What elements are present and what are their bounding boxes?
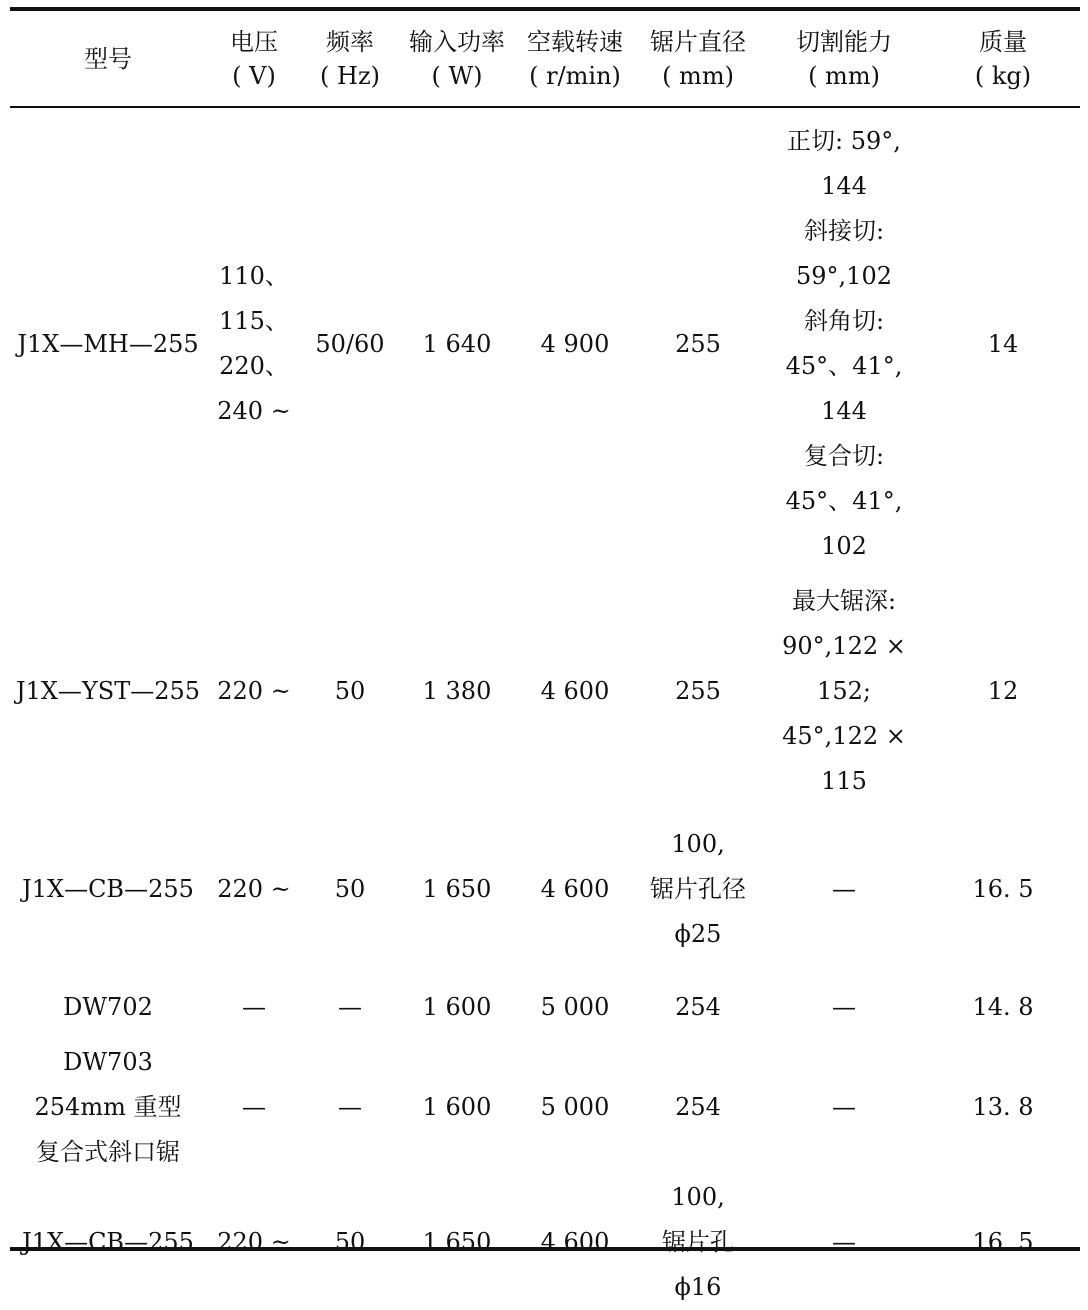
table-row xyxy=(10,1040,1080,1175)
cell-cutting-line: 复合切: xyxy=(803,442,885,470)
cell-power: 1 650 xyxy=(422,1228,492,1256)
cell-frequency: — xyxy=(338,1093,362,1121)
cell-voltage-line: — xyxy=(242,1093,266,1121)
cell-blade xyxy=(634,804,762,974)
cell-voltage-line: 220 ~ xyxy=(217,874,291,903)
cell-cutting xyxy=(762,579,926,804)
header-voltage xyxy=(206,11,302,107)
cell-power: 1 640 xyxy=(422,329,492,358)
cell-cutting-line: 最大锯深: xyxy=(791,587,897,615)
cell-speed: 4 600 xyxy=(540,677,610,705)
cell-blade-line: 100, xyxy=(671,829,725,858)
cell-model-line: J1X—CB—255 xyxy=(22,1228,194,1256)
cell-cutting-line: 斜角切: xyxy=(803,307,885,335)
table-header xyxy=(10,11,1080,109)
cell-cutting-line: 45°、41°, xyxy=(785,487,903,515)
cell-model-line: 复合式斜口锯 xyxy=(36,1138,180,1166)
cell-cutting-line: 斜接切: xyxy=(803,217,885,245)
cell-model xyxy=(10,579,206,804)
header-cutting-unit: ( mm) xyxy=(808,62,880,90)
table-body xyxy=(10,109,1080,1310)
cell-speed: 4 900 xyxy=(540,329,610,358)
cell-blade-line: 254 xyxy=(675,992,721,1021)
cell-voltage xyxy=(206,1175,302,1310)
cell-cutting-line: 45°、41°, xyxy=(785,352,903,380)
cell-blade xyxy=(634,1175,762,1310)
cell-cutting xyxy=(762,109,926,579)
cell-frequency: 50 xyxy=(334,1228,366,1256)
cell-cutting-line: 144 xyxy=(821,172,867,200)
header-speed-name: 空载转速 xyxy=(527,28,623,56)
cell-voltage-line: 110、 xyxy=(219,262,289,290)
cell-blade-line: 255 xyxy=(675,329,721,358)
cell-mass: 14 xyxy=(987,329,1019,358)
cell-cutting-line: 102 xyxy=(821,532,867,560)
cell-speed: 4 600 xyxy=(540,874,610,903)
saw-spec-table xyxy=(10,11,1080,1310)
cell-blade-line: 255 xyxy=(675,677,721,705)
cell-mass: 13. 8 xyxy=(972,1093,1034,1121)
header-blade-unit: ( mm) xyxy=(662,62,734,90)
cell-model-line: 254mm 重型 xyxy=(34,1093,182,1121)
header-frequency xyxy=(302,11,398,107)
cell-power: 1 600 xyxy=(422,1093,492,1121)
cell-voltage xyxy=(206,804,302,974)
cell-model xyxy=(10,1040,206,1175)
cell-blade-line: 254 xyxy=(675,1093,721,1121)
cell-voltage-line: 220 ~ xyxy=(217,1228,291,1256)
cell-voltage-line: 220、 xyxy=(219,352,289,380)
cell-blade xyxy=(634,109,762,579)
header-mass-name: 质量 xyxy=(979,28,1027,56)
cell-blade-line: ϕ16 xyxy=(674,1273,722,1301)
cell-frequency: 50/60 xyxy=(315,329,385,358)
cell-frequency: 50 xyxy=(334,874,366,903)
cell-cutting-line: 正切: 59°, xyxy=(787,127,901,155)
cell-power: 1 380 xyxy=(422,677,492,705)
cell-cutting xyxy=(762,1040,926,1175)
cell-model-line: J1X—MH—255 xyxy=(17,329,199,358)
cell-speed: 4 600 xyxy=(540,1228,610,1256)
cell-cutting xyxy=(762,974,926,1040)
header-power-unit: ( W) xyxy=(431,62,483,90)
cell-frequency: 50 xyxy=(334,677,366,705)
cell-cutting-line: — xyxy=(832,992,856,1021)
cell-cutting-line: 45°,122 × 115 xyxy=(782,722,906,795)
header-power xyxy=(398,11,516,107)
cell-power: 1 650 xyxy=(422,874,492,903)
header-speed-unit: ( r/min) xyxy=(529,62,621,90)
cell-blade xyxy=(634,974,762,1040)
cell-mass: 14. 8 xyxy=(972,992,1034,1021)
table-row xyxy=(10,1175,1080,1310)
cell-model xyxy=(10,1175,206,1310)
cell-model-line: DW702 xyxy=(63,992,153,1021)
cell-mass: 16. 5 xyxy=(972,1228,1034,1256)
header-blade-name: 锯片直径 xyxy=(650,28,746,56)
cell-frequency: — xyxy=(338,992,362,1021)
cell-blade-line: ϕ25 xyxy=(674,919,722,948)
cell-voltage xyxy=(206,974,302,1040)
cell-cutting xyxy=(762,1175,926,1310)
header-mass-unit: ( kg) xyxy=(974,62,1032,90)
cell-model xyxy=(10,109,206,579)
header-model xyxy=(10,11,206,107)
header-voltage-unit: ( V) xyxy=(232,62,276,90)
table-row xyxy=(10,804,1080,974)
cell-blade-line: 锯片孔 xyxy=(662,1228,734,1256)
header-frequency-name: 频率 xyxy=(326,28,374,56)
cell-blade-line: 锯片孔径 xyxy=(650,874,746,903)
table-row xyxy=(10,579,1080,804)
cell-mass: 16. 5 xyxy=(972,874,1034,903)
cell-mass: 12 xyxy=(987,677,1019,705)
cell-cutting-line: — xyxy=(832,1228,856,1256)
cell-cutting-line: 59°,102 xyxy=(796,262,892,290)
header-voltage-name: 电压 xyxy=(230,28,278,56)
cell-voltage-line: 240 ~ xyxy=(217,397,291,425)
header-power-name: 输入功率 xyxy=(409,28,505,56)
header-frequency-unit: ( Hz) xyxy=(320,62,380,90)
cell-model xyxy=(10,974,206,1040)
cell-cutting-line: 144 xyxy=(821,397,867,425)
cell-blade xyxy=(634,579,762,804)
cell-model-line: DW703 xyxy=(63,1048,153,1076)
cell-voltage xyxy=(206,579,302,804)
table-row xyxy=(10,109,1080,579)
cell-voltage xyxy=(206,1040,302,1175)
header-speed xyxy=(516,11,634,107)
cell-voltage-line: 220 ~ xyxy=(217,677,291,705)
cell-cutting-line: — xyxy=(832,1093,856,1121)
cell-model-line: J1X—YST—255 xyxy=(15,677,201,705)
cell-cutting-line: 90°,122 × 152; xyxy=(782,632,906,705)
cell-cutting xyxy=(762,804,926,974)
cell-model xyxy=(10,804,206,974)
cell-model-line: J1X—CB—255 xyxy=(22,874,194,903)
cell-speed: 5 000 xyxy=(540,1093,610,1121)
cell-blade xyxy=(634,1040,762,1175)
cell-speed: 5 000 xyxy=(540,992,610,1021)
cell-blade-line: 100, xyxy=(671,1183,725,1211)
header-blade xyxy=(634,11,762,107)
cell-voltage xyxy=(206,109,302,579)
cell-voltage-line: 115、 xyxy=(219,307,289,335)
table-row xyxy=(10,974,1080,1040)
cell-voltage-line: — xyxy=(242,992,266,1021)
header-cutting xyxy=(762,11,926,107)
cell-cutting-line: — xyxy=(832,874,856,903)
cell-power: 1 600 xyxy=(422,992,492,1021)
header-mass xyxy=(926,11,1080,107)
header-cutting-name: 切割能力 xyxy=(796,28,892,56)
header-model-name: 型号 xyxy=(84,45,132,73)
